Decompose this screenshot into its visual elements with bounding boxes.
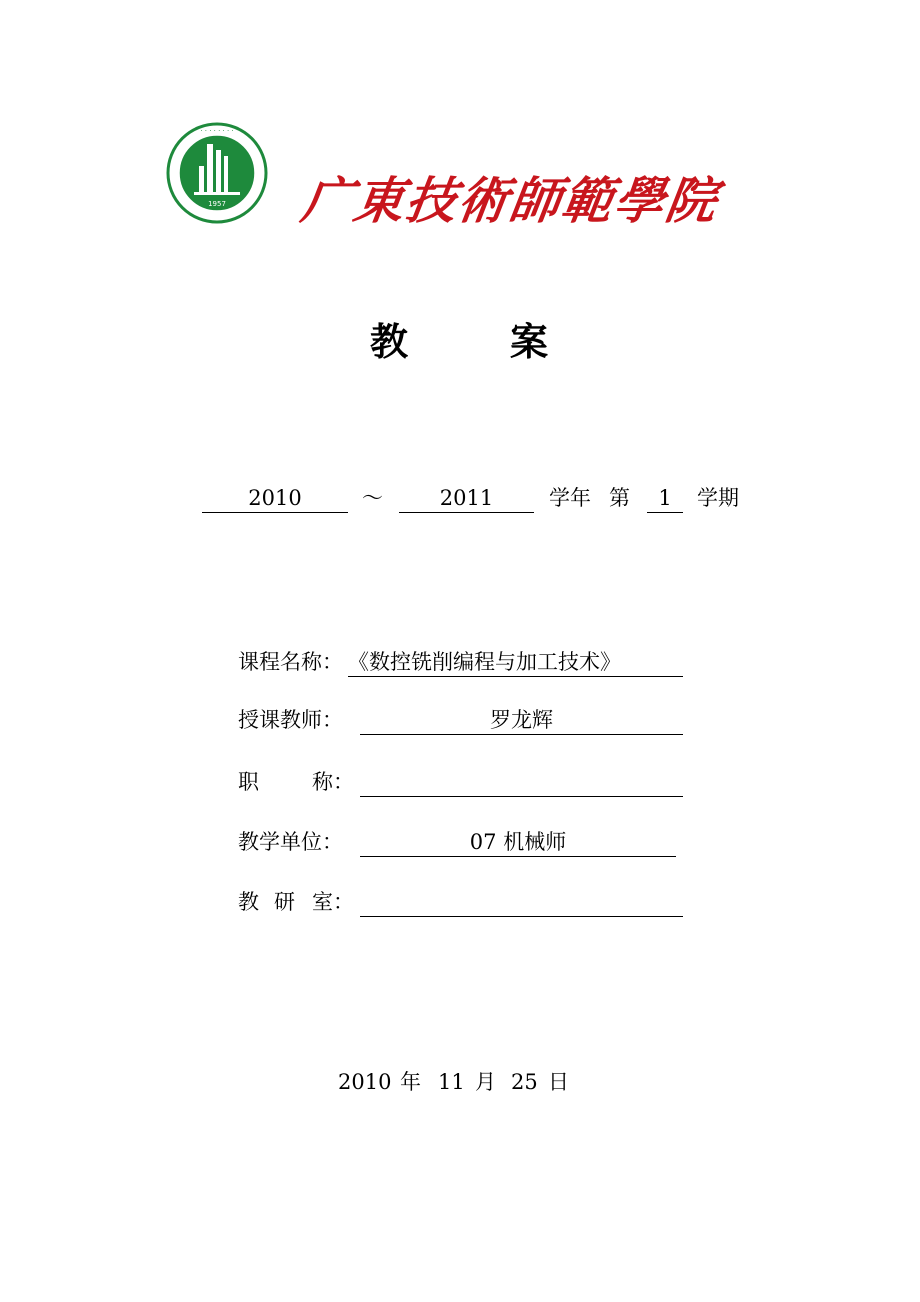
date-year-unit: 年 <box>400 1070 421 1094</box>
date-year: 2010 <box>338 1070 392 1094</box>
title-label-a: 职 <box>238 770 259 794</box>
research-office-value <box>360 888 683 917</box>
school-name: 广東技術師範學院 <box>297 171 723 230</box>
year-end: 2011 <box>399 484 534 513</box>
title-label-b: 称： <box>312 770 354 794</box>
professional-title-value <box>360 768 683 797</box>
title-char-1: 教 <box>370 320 409 364</box>
teacher-label: 授课教师： <box>238 708 343 732</box>
seal-year: 1957 <box>208 200 226 208</box>
di-label: 第 <box>609 486 630 510</box>
semester-number: 1 <box>647 484 683 513</box>
svg-text:· · · · · · · ·: · · · · · · · · <box>200 127 234 135</box>
date-day: 25 <box>511 1070 538 1094</box>
title-char-2: 案 <box>510 320 549 364</box>
room-label-b: 研 <box>274 890 295 914</box>
course-value: 《数控铣削编程与加工技术》 <box>348 648 683 677</box>
year-start: 2010 <box>202 484 348 513</box>
date-month-unit: 月 <box>475 1070 496 1094</box>
room-label-a: 教 <box>238 890 259 914</box>
xuenian-label: 学年 <box>549 486 591 510</box>
room-label-c: 室： <box>312 890 354 914</box>
teacher-value: 罗龙辉 <box>360 706 683 735</box>
unit-label: 教学单位： <box>238 830 343 854</box>
date-day-unit: 日 <box>548 1070 569 1094</box>
unit-value: 07 机械师 <box>360 828 676 857</box>
course-label: 课程名称： <box>238 650 343 674</box>
school-seal-logo <box>166 122 268 224</box>
year-tilde: ～ <box>362 486 383 510</box>
xueqi-label: 学期 <box>697 486 739 510</box>
date-month: 11 <box>438 1070 465 1094</box>
